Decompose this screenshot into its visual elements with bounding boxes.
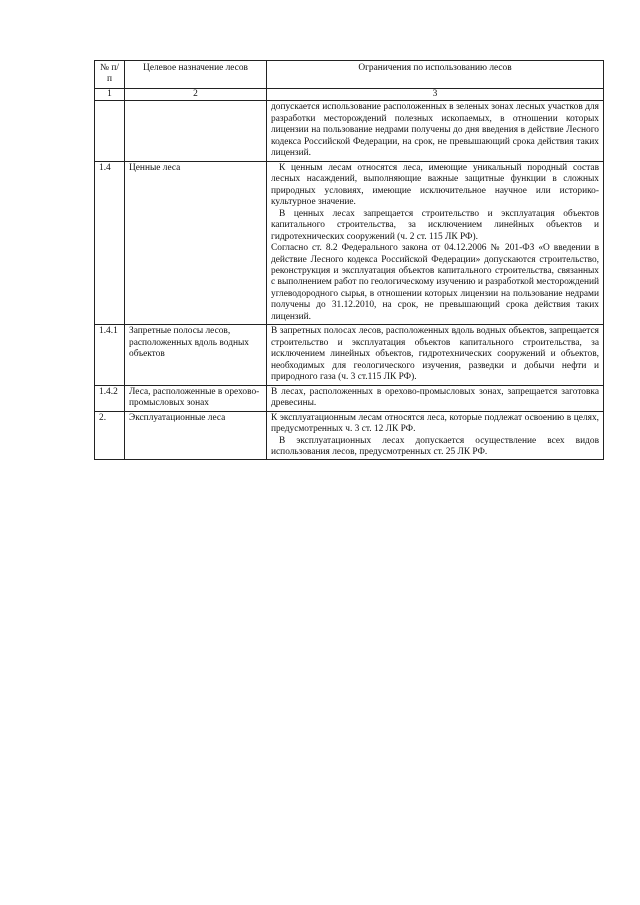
limits-paragraph: К эксплуатационным лесам относятся леса, которые подлежат освоению в целях, предусмотренных ч. 3 ст. 12 ЛК РФ. bbox=[271, 412, 599, 435]
row-number: 2. bbox=[95, 411, 125, 460]
table-row bbox=[95, 101, 604, 161]
column-number-1: 1 bbox=[95, 88, 125, 100]
row-number: 1.4.2 bbox=[95, 385, 125, 411]
row-purpose: Леса, расположенные в орехово-промысловых зонах bbox=[125, 385, 267, 411]
row-limits bbox=[267, 411, 604, 460]
row-number bbox=[95, 101, 125, 161]
column-number-3: 3 bbox=[267, 88, 604, 100]
row-number: 1.4.1 bbox=[95, 325, 125, 385]
limits-paragraph: В запретных полосах лесов, расположенных вдоль водных объектов, запрещается строительство и эксплуатация объектов капитального строительства, за исключением линейных объектов, гидротехнических сооружений и объектов, необходимых для геологического изучения, разведки и добычи нефти и природного газа (ч. 3 ст.115 ЛК РФ). bbox=[271, 326, 599, 383]
header-limits: Ограничения по использованию лесов bbox=[267, 61, 604, 89]
table-row bbox=[95, 325, 604, 385]
row-limits bbox=[267, 325, 604, 385]
row-purpose: Эксплуатационные леса bbox=[125, 411, 267, 460]
header-row bbox=[95, 61, 604, 89]
row-purpose: Запретные полосы лесов, расположенных вдоль водных объектов bbox=[125, 325, 267, 385]
row-purpose: Ценные леса bbox=[125, 161, 267, 325]
row-limits bbox=[267, 385, 604, 411]
header-num: № п/п bbox=[95, 61, 125, 89]
header-purpose: Целевое назначение лесов bbox=[125, 61, 267, 89]
limits-paragraph: Согласно ст. 8.2 Федерального закона от 04.12.2006 № 201-ФЗ «О введении в действие Лесного кодекса Российской Федерации» допускаются строительство, реконструкция и эксплуатация объектов капитального строительства, связанных с выполнением работ по геологическому изучению и разработкой месторождений углеводородного сырья, в отношении которых лицензии на пользование недрами получены до 31.12.2010, на срок, не превышающий срока действия таких лицензий. bbox=[271, 243, 599, 322]
limits-paragraph: допускается использование расположенных в зеленых зонах лесных участков для разработки месторождений полезных ископаемых, в отношении которых лицензии на пользование недрами получены до дня введения в действие Лесного кодекса Российской Федерации, на срок, не превышающий срока действия таких лицензий. bbox=[271, 102, 599, 159]
row-limits bbox=[267, 101, 604, 161]
limits-paragraph: В лесах, расположенных в орехово-промысловых зонах, запрещается заготовка древесины. bbox=[271, 386, 599, 409]
row-number: 1.4 bbox=[95, 161, 125, 325]
column-number-row bbox=[95, 88, 604, 100]
limits-paragraph: В ценных лесах запрещается строительство и эксплуатация объектов капитального строительства, за исключением линейных объектов и гидротехнических сооружений (ч. 2 ст. 115 ЛК РФ). bbox=[271, 208, 599, 242]
column-number-2: 2 bbox=[125, 88, 267, 100]
row-purpose bbox=[125, 101, 267, 161]
table-row bbox=[95, 385, 604, 411]
row-limits bbox=[267, 161, 604, 325]
limits-paragraph: В эксплуатационных лесах допускается осуществление всех видов использования лесов, предусмотренных ст. 25 ЛК РФ. bbox=[271, 435, 599, 457]
table-row bbox=[95, 411, 604, 460]
limits-paragraph: К ценным лесам относятся леса, имеющие уникальный породный состав лесных насаждений, выполняющие важные защитные функции в сложных природных условиях, имеющие исключительное научное или историко-культурное значение. bbox=[271, 162, 599, 208]
document-table bbox=[94, 60, 604, 460]
table-row bbox=[95, 161, 604, 325]
